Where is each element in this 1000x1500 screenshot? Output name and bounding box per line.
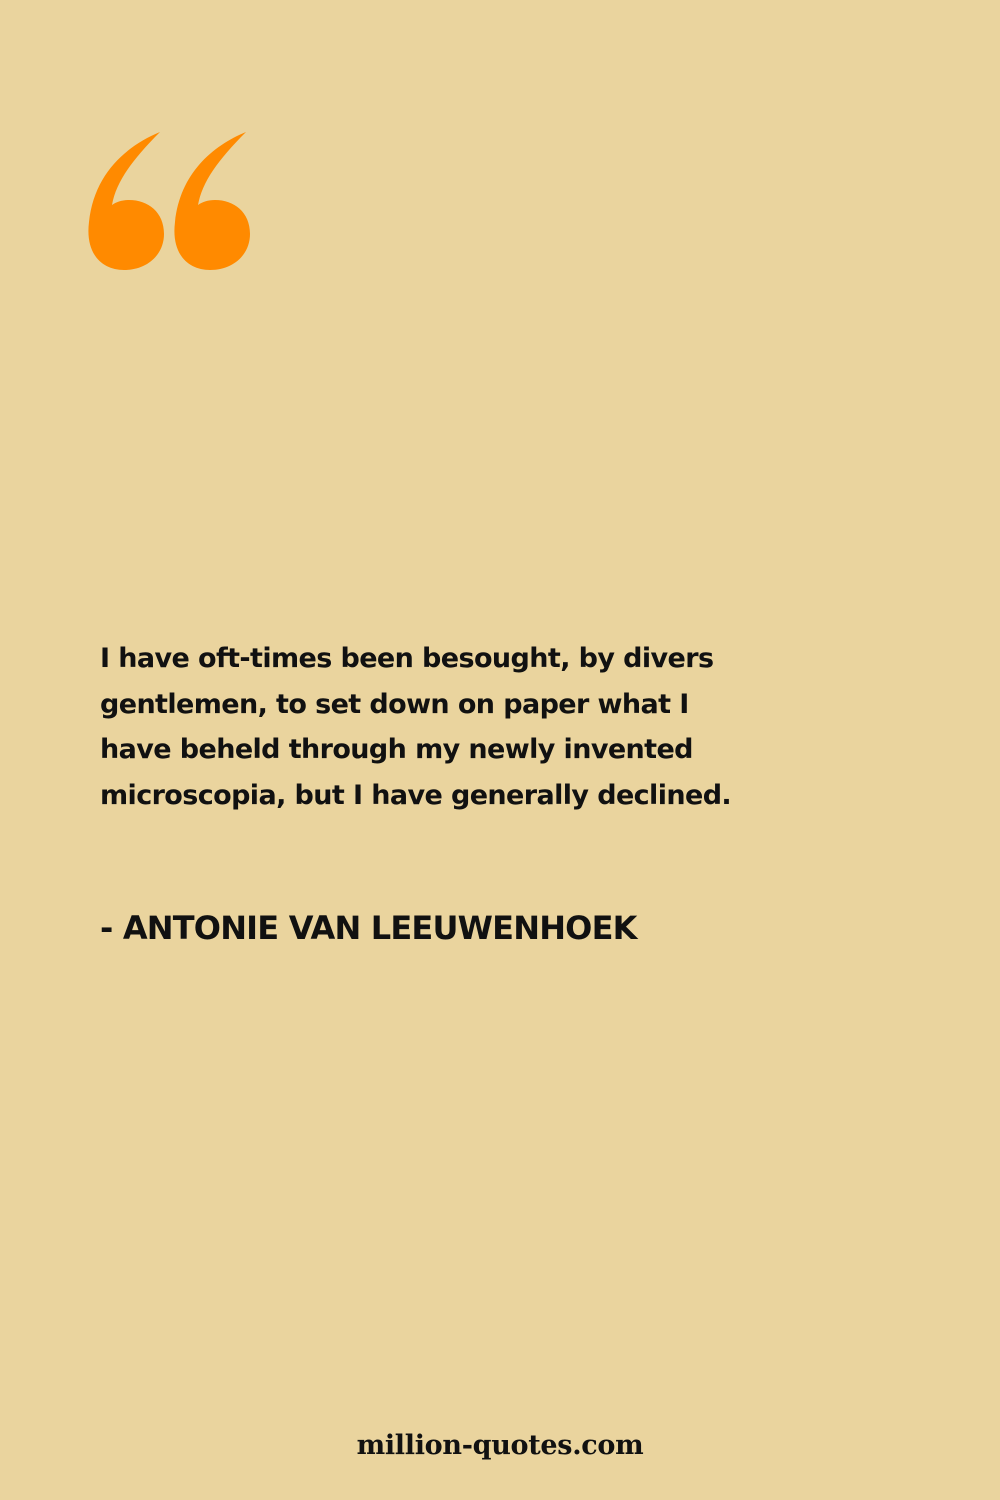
quote-author: - ANTONIE VAN LEEUWENHOEK	[100, 909, 637, 947]
open-quote-icon	[86, 128, 254, 274]
quote-text: I have oft-times been besought, by divers gentlemen, to set down on paper what I have beheld through my newly invented microscopia, but I have generally declined.	[100, 643, 732, 811]
site-watermark: million-quotes.com	[356, 1430, 644, 1461]
